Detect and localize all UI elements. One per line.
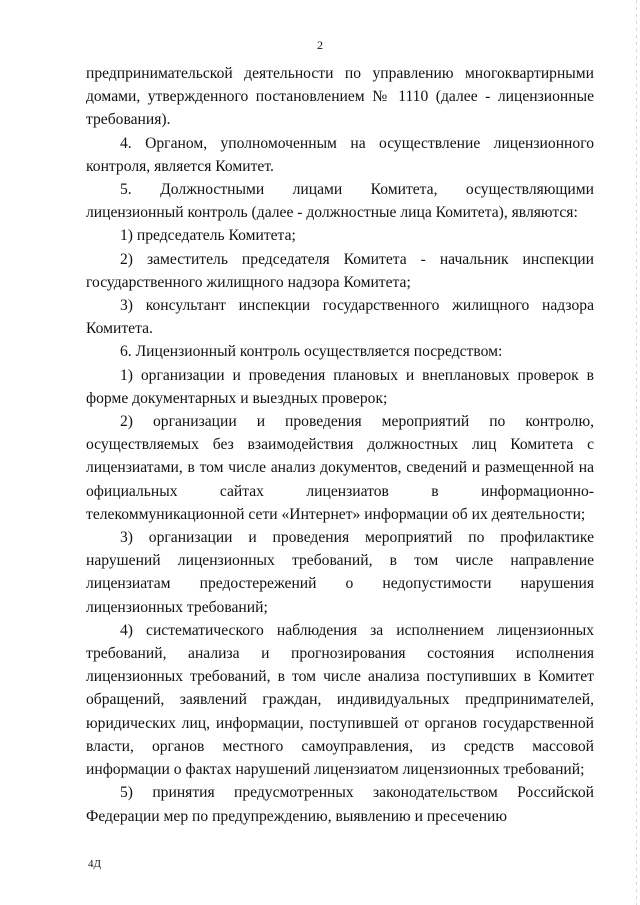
list-item: 3) консультант инспекции государственного жилищного надзора Комитета. [86,297,594,338]
list-item: 2) организации и проведения мероприятий по контролю, осуществляемых без взаимодействия должностных лиц Комитета с лицензиатами, в том числе анализ документов, сведений и размещенной на официальных сайтах лицензиатов в информационно-телекоммуникационной сети «Интернет» информации об их деятельности; [86,413,594,523]
list-item: 3) организации и проведения мероприятий по профилактике нарушений лицензионных требований, в том числе направление лицензиатам предостережений о недопустимости нарушения лицензионных требований; [86,529,594,616]
footer-code: 4Д [88,858,102,870]
list-item: 4) систематического наблюдения за исполнением лицензионных требований, анализа и прогнозирования состояния исполнения лицензионных требований, в том числе анализа поступивших в Комитет обращений, заявлений граждан, индивидуальных предпринимателей, юридических лиц, информации, поступившей от органов государственной власти, органов местного самоуправления, из средств массовой информации о фактах нарушений лицензиатом лицензионных требований; [86,621,594,779]
list-item: 1) организации и проведения плановых и внеплановых проверок в форме документарных и выездных проверок; [86,366,594,407]
list-item: 5) принятия предусмотренных законодательством Российской Федерации мер по предупреждению, выявлению и пресечению [86,784,594,825]
paragraph: предпринимательской деятельности по управлению многоквартирными домами, утвержденного постановлением № 1110 (далее - лицензионные требования). [86,65,594,129]
scan-edge-line [636,0,637,905]
paragraph: 4. Органом, уполномоченным на осуществление лицензионного контроля, является Комитет. [86,134,594,175]
list-item: 1) председатель Комитета; [120,227,296,245]
list-item: 2) заместитель председателя Комитета - начальник инспекции государственного жилищного надзора Комитета; [86,250,594,291]
document-body [86,62,594,828]
paragraph: 5. Должностными лицами Комитета, осуществляющими лицензионный контроль (далее - должностные лица Комитета), являются: [86,181,594,222]
page-number: 2 [317,38,323,52]
paragraph: 6. Лицензионный контроль осуществляется посредством: [120,343,503,361]
